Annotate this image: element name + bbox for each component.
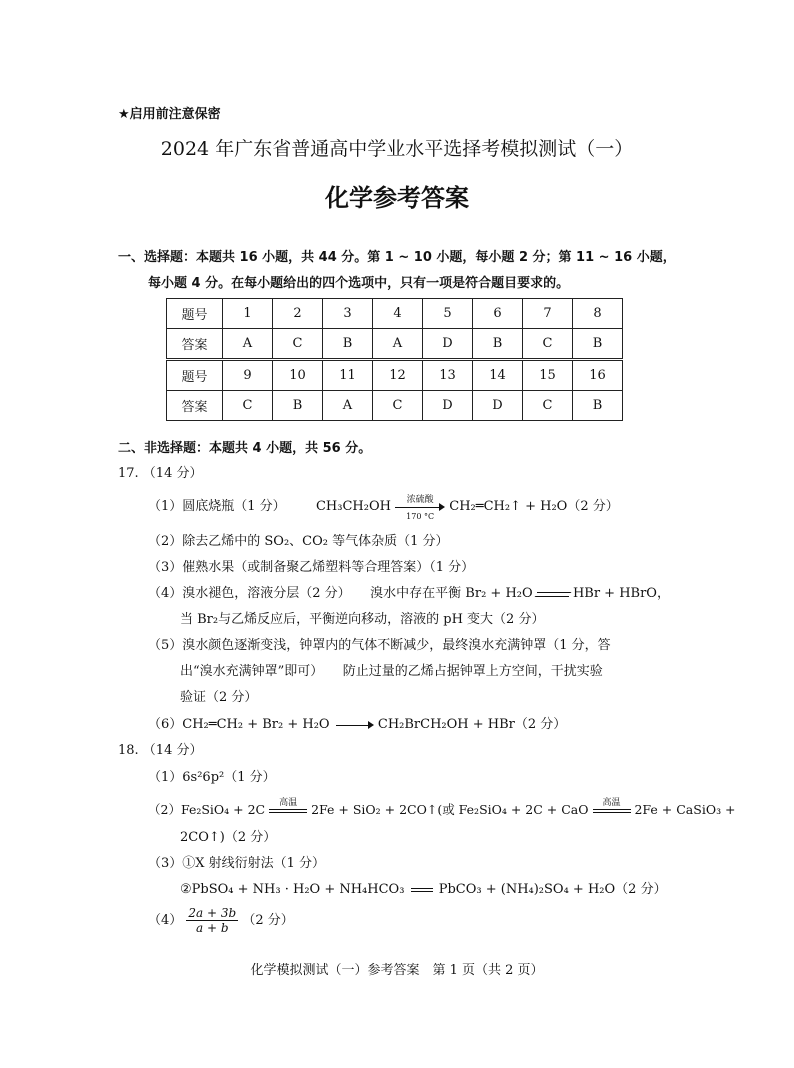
table-cell: C — [523, 391, 573, 421]
table-cell: 8 — [573, 299, 623, 329]
section1-heading-cont: 每小题 4 分。在每小题给出的四个选项中，只有一项是符合题目要求的。 — [148, 276, 570, 291]
q17-a4-part2: HBr + HBrO， — [572, 586, 670, 601]
table-cell: B — [573, 329, 623, 360]
table-cell: C — [273, 329, 323, 360]
q17-answer-5-cont: 出“溴水充满钟罩”即可） 防止过量的乙烯占据钟罩上方空间，干扰实验 — [180, 664, 603, 679]
confidential-label: ★启用前注意保密 — [118, 107, 221, 122]
table-cell: B — [473, 329, 523, 360]
table-cell: 9 — [223, 360, 273, 391]
table-cell: 3 — [323, 299, 373, 329]
equals-condition-icon — [593, 797, 631, 818]
table-cell: 5 — [423, 299, 473, 329]
q18-a2-part1: （2）Fe₂SiO₄ + 2C — [148, 802, 266, 817]
reaction-condition-top: 浓硫酸 — [406, 494, 434, 505]
table-cell: 7 — [523, 299, 573, 329]
table-cell: A — [323, 391, 373, 421]
table-cell: 4 — [373, 299, 423, 329]
table-cell: 12 — [373, 360, 423, 391]
table-cell: B — [573, 391, 623, 421]
q18-number: 18. （14 分） — [118, 743, 203, 758]
table-row — [167, 391, 623, 421]
table-cell: 16 — [573, 360, 623, 391]
table-cell: 2 — [273, 299, 323, 329]
q18-a4-label: （4） — [148, 913, 183, 928]
double-equals-icon — [409, 883, 435, 897]
table-cell: D — [423, 391, 473, 421]
table-cell: 答案 — [167, 391, 223, 421]
q17-a1-label: （1）圆底烧瓶（1 分） — [148, 499, 286, 514]
table-row — [167, 360, 623, 391]
table-cell: A — [223, 329, 273, 360]
q17-answer-1 — [148, 494, 619, 521]
page-subtitle: 化学参考答案 — [325, 184, 469, 212]
q18-answer-3-cont — [180, 878, 667, 897]
fraction — [186, 906, 238, 935]
exam-title: 2024 年广东省普通高中学业水平选择考模拟测试（一） — [160, 138, 634, 160]
q18-a4-score: （2 分） — [242, 913, 294, 928]
reaction-condition-top: 高温 — [279, 797, 298, 808]
table-cell: D — [423, 329, 473, 360]
q17-a6-part1: （6）CH₂═CH₂ + Br₂ + H₂O — [148, 717, 330, 732]
q18-a2-part3: 2Fe + CaSiO₃ + — [634, 802, 736, 817]
reaction-condition-top: 高温 — [602, 797, 621, 808]
q17-answer-5: （5）溴水颜色逐渐变浅，钟罩内的气体不断减少，最终溴水充满钟罩（1 分，答 — [148, 638, 611, 653]
q18-a3-part2: PbCO₃ + (NH₄)₂SO₄ + H₂O（2 分） — [438, 882, 667, 897]
q18-answer-3: （3）①X 射线衍射法（1 分） — [148, 856, 326, 871]
q17-answer-6 — [148, 713, 566, 732]
reaction-arrow-icon — [334, 718, 374, 732]
table-cell: 题号 — [167, 299, 223, 329]
reaction-arrow-icon — [395, 494, 445, 521]
table-cell: D — [473, 391, 523, 421]
table-cell: B — [273, 391, 323, 421]
page-footer: 化学模拟测试（一）参考答案 第 1 页（共 2 页） — [250, 963, 544, 978]
table-cell: 答案 — [167, 329, 223, 360]
table-cell: 13 — [423, 360, 473, 391]
table-row — [167, 329, 623, 360]
table-cell: A — [373, 329, 423, 360]
table-cell: 11 — [323, 360, 373, 391]
table-cell: 1 — [223, 299, 273, 329]
table-cell: 题号 — [167, 360, 223, 391]
table-cell: 15 — [523, 360, 573, 391]
table-cell: 6 — [473, 299, 523, 329]
table-cell: C — [373, 391, 423, 421]
q17-a4-part1: （4）溴水褪色，溶液分层（2 分） 溴水中存在平衡 Br₂ + H₂O — [148, 586, 533, 601]
q17-answer-3: （3）催熟水果（或制备聚乙烯塑料等合理答案）（1 分） — [148, 560, 475, 575]
q18-a2-part2: 2Fe + SiO₂ + 2CO↑(或 Fe₂SiO₄ + 2C + CaO — [311, 802, 589, 817]
fraction-denominator: a + b — [196, 921, 229, 935]
table-cell: C — [523, 329, 573, 360]
q18-answer-2 — [148, 797, 736, 818]
q18-answer-2-cont: 2CO↑)（2 分） — [180, 830, 277, 845]
table-cell: 10 — [273, 360, 323, 391]
section2-heading: 二、非选择题：本题共 4 小题，共 56 分。 — [118, 441, 372, 456]
q17-a1-eq-left: CH₃CH₂OH — [315, 499, 391, 514]
q17-answer-4 — [148, 582, 670, 601]
q18-answer-4 — [148, 906, 294, 935]
q17-a1-eq-right: CH₂═CH₂↑ + H₂O（2 分） — [449, 499, 619, 514]
reaction-condition-bottom: 170 °C — [406, 511, 435, 521]
q17-answer-4-cont: 当 Br₂与乙烯反应后，平衡逆向移动，溶液的 pH 变大（2 分） — [180, 612, 545, 627]
q17-answer-2: （2）除去乙烯中的 SO₂、CO₂ 等气体杂质（1 分） — [148, 534, 449, 549]
fraction-numerator: 2a + 3b — [188, 906, 237, 920]
q17-a6-part2: CH₂BrCH₂OH + HBr（2 分） — [377, 717, 567, 732]
q17-number: 17. （14 分） — [118, 466, 203, 481]
q18-a3-part1: ②PbSO₄ + NH₃ · H₂O + NH₄HCO₃ — [180, 882, 405, 897]
answer-table — [166, 298, 623, 421]
table-cell: C — [223, 391, 273, 421]
table-row — [167, 299, 623, 329]
section1-heading: 一、选择题：本题共 16 小题，共 44 分。第 1 ~ 10 小题，每小题 2 分；第 11 ~ 16 小题， — [118, 250, 676, 265]
table-cell: 14 — [473, 360, 523, 391]
q18-answer-1: （1）6s²6p²（1 分） — [148, 770, 276, 785]
q17-answer-5-cont2: 验证（2 分） — [180, 690, 258, 705]
table-cell: B — [323, 329, 373, 360]
equilibrium-arrow-icon — [537, 587, 569, 601]
equals-condition-icon — [269, 797, 307, 818]
